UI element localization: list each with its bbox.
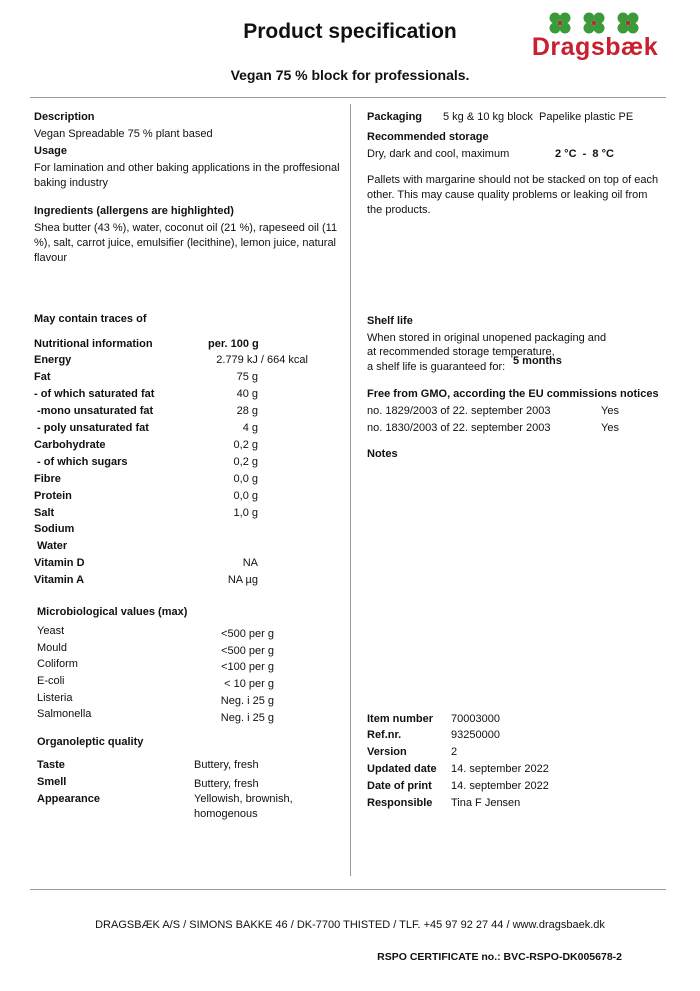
micro-row-value: <500 per g bbox=[221, 628, 274, 640]
nutrition-row-name: - of which saturated fat bbox=[34, 388, 155, 400]
organoleptic-row-value: Yellowish, brownish, homogenous bbox=[194, 793, 293, 820]
meta-label: Date of print bbox=[367, 780, 432, 792]
shelf-life-line: When stored in original unopened packaging and bbox=[367, 332, 607, 344]
header-divider bbox=[30, 97, 666, 98]
organoleptic-row-value: Buttery, fresh bbox=[194, 759, 259, 771]
nutrition-label: Nutritional information bbox=[34, 338, 153, 350]
logo-wordmark: Dragsbæk bbox=[531, 33, 659, 61]
nutrition-row-value: 0,0 g bbox=[233, 473, 258, 485]
meta-value: 70003000 bbox=[451, 713, 500, 725]
dragsbaek-logo bbox=[525, 6, 665, 66]
nutrition-row-value: 28 g bbox=[236, 405, 258, 417]
organoleptic-row-name: Taste bbox=[37, 759, 65, 771]
micro-row-value: Neg. i 25 g bbox=[220, 695, 274, 707]
organoleptic-row-value: Buttery, fresh bbox=[194, 778, 259, 790]
nutrition-row-name: Vitamin A bbox=[34, 574, 85, 586]
micro-row-name: Yeast bbox=[37, 625, 65, 637]
nutrition-row-name: Fibre bbox=[34, 473, 61, 485]
nutrition-row-name: Fat bbox=[34, 371, 51, 383]
micro-row-value: Neg. i 25 g bbox=[220, 712, 274, 724]
shelf-life-value: 5 months bbox=[513, 355, 562, 367]
micro-row-name: Coliform bbox=[37, 658, 78, 670]
nutrition-row-name: Sodium bbox=[34, 523, 75, 535]
meta-label: Ref.nr. bbox=[367, 729, 402, 741]
column-divider bbox=[350, 104, 351, 876]
rspo-certificate: RSPO CERTIFICATE no.: BVC-RSPO-DK005678-2 bbox=[377, 951, 622, 963]
nutrition-row-name: -mono unsaturated fat bbox=[34, 405, 154, 417]
gmo-value: Yes bbox=[601, 405, 619, 417]
meta-value: 2 bbox=[451, 746, 458, 758]
gmo-value: Yes bbox=[601, 422, 619, 434]
nutrition-row-value: 2.779 kJ / 664 kcal bbox=[216, 354, 308, 366]
gmo-notice: no. 1830/2003 of 22. september 2003 bbox=[367, 422, 551, 434]
packaging-label: Packaging bbox=[367, 111, 423, 123]
meta-label: Updated date bbox=[367, 763, 437, 775]
nutrition-row-value: 4 g bbox=[242, 422, 258, 434]
storage-temperature: 2 °C - 8 °C bbox=[555, 148, 614, 160]
usage-text: For lamination and other baking applications in the proffesional baking industry bbox=[34, 162, 340, 189]
storage-text: Dry, dark and cool, maximum bbox=[367, 148, 510, 160]
nutrition-row-value: 75 g bbox=[236, 371, 258, 383]
storage-label: Recommended storage bbox=[367, 131, 489, 143]
micro-row-value: <500 per g bbox=[221, 645, 274, 657]
nutrition-row-value: 1,0 g bbox=[233, 507, 258, 519]
micro-row-name: E-coli bbox=[37, 675, 65, 687]
gmo-notice: no. 1829/2003 of 22. september 2003 bbox=[367, 405, 551, 417]
packaging-material: Papelike plastic PE bbox=[539, 111, 634, 123]
nutrition-row-value: NA bbox=[242, 557, 258, 569]
nutrition-row-name: Carbohydrate bbox=[34, 439, 106, 451]
meta-value: 14. september 2022 bbox=[451, 780, 549, 792]
usage-label: Usage bbox=[34, 145, 68, 157]
footer-address: DRAGSBÆK A/S / SIMONS BAKKE 46 / DK-7700 THISTED / TLF. +45 97 92 27 44 / www.dragsbaek.dk bbox=[95, 919, 605, 931]
description-text: Vegan Spreadable 75 % plant based bbox=[34, 128, 213, 140]
nutrition-row-name: Protein bbox=[34, 490, 72, 502]
traces-label: May contain traces of bbox=[34, 313, 147, 325]
footer-divider bbox=[30, 889, 666, 890]
micro-row-name: Salmonella bbox=[37, 708, 92, 720]
pallet-note: Pallets with margarine should not be stacked on top of each other. This may cause quality problems or leaking oil from the products. bbox=[367, 174, 659, 216]
gmo-label: Free from GMO, according the EU commissions notices bbox=[367, 388, 659, 400]
meta-label: Version bbox=[367, 746, 407, 758]
meta-label: Responsible bbox=[367, 797, 433, 809]
nutrition-per-label: per. 100 g bbox=[208, 338, 259, 350]
micro-row-value: <100 per g bbox=[221, 661, 274, 673]
shelf-life-line: a shelf life is guaranteed for: bbox=[367, 361, 506, 373]
nutrition-row-value: NA µg bbox=[227, 574, 258, 586]
nutrition-row-name: Vitamin D bbox=[34, 557, 85, 569]
nutrition-row-name: Salt bbox=[34, 507, 55, 519]
shelf-life-line: at recommended storage temperature, bbox=[367, 346, 555, 358]
nutrition-row-value: 40 g bbox=[236, 388, 258, 400]
nutrition-row-name: Energy bbox=[34, 354, 72, 366]
description-label: Description bbox=[34, 111, 95, 123]
notes-label: Notes bbox=[367, 448, 398, 460]
meta-value: 14. september 2022 bbox=[451, 763, 549, 775]
organoleptic-row-name: Appearance bbox=[37, 793, 100, 805]
ingredients-label: Ingredients (allergens are highlighted) bbox=[34, 205, 234, 217]
nutrition-row-name: Water bbox=[34, 540, 68, 552]
shelf-life-label: Shelf life bbox=[367, 315, 413, 327]
meta-value: Tina F Jensen bbox=[451, 797, 521, 809]
nutrition-row-value: 0,0 g bbox=[233, 490, 258, 502]
organoleptic-label: Organoleptic quality bbox=[37, 736, 144, 748]
micro-row-value: < 10 per g bbox=[224, 678, 274, 690]
meta-value: 93250000 bbox=[451, 729, 500, 741]
micro-row-name: Listeria bbox=[37, 692, 73, 704]
product-subtitle: Vegan 75 % block for professionals. bbox=[230, 67, 470, 83]
micro-row-name: Mould bbox=[37, 642, 67, 654]
page-title: Product specification bbox=[243, 20, 457, 43]
ingredients-text: Shea butter (43 %), water, coconut oil (21 %), rapeseed oil (11 %), salt, carrot juice, emulsifier (lecithine), lemon juice, natural flavour bbox=[34, 222, 338, 264]
nutrition-row-value: 0,2 g bbox=[233, 456, 258, 468]
packaging-size: 5 kg & 10 kg block bbox=[443, 111, 533, 123]
meta-label: Item number bbox=[367, 713, 434, 725]
nutrition-row-name: - poly unsaturated fat bbox=[34, 422, 149, 434]
organoleptic-row-name: Smell bbox=[37, 776, 67, 788]
nutrition-row-value: 0,2 g bbox=[233, 439, 258, 451]
micro-label: Microbiological values (max) bbox=[37, 606, 188, 618]
nutrition-row-name: - of which sugars bbox=[34, 456, 128, 468]
